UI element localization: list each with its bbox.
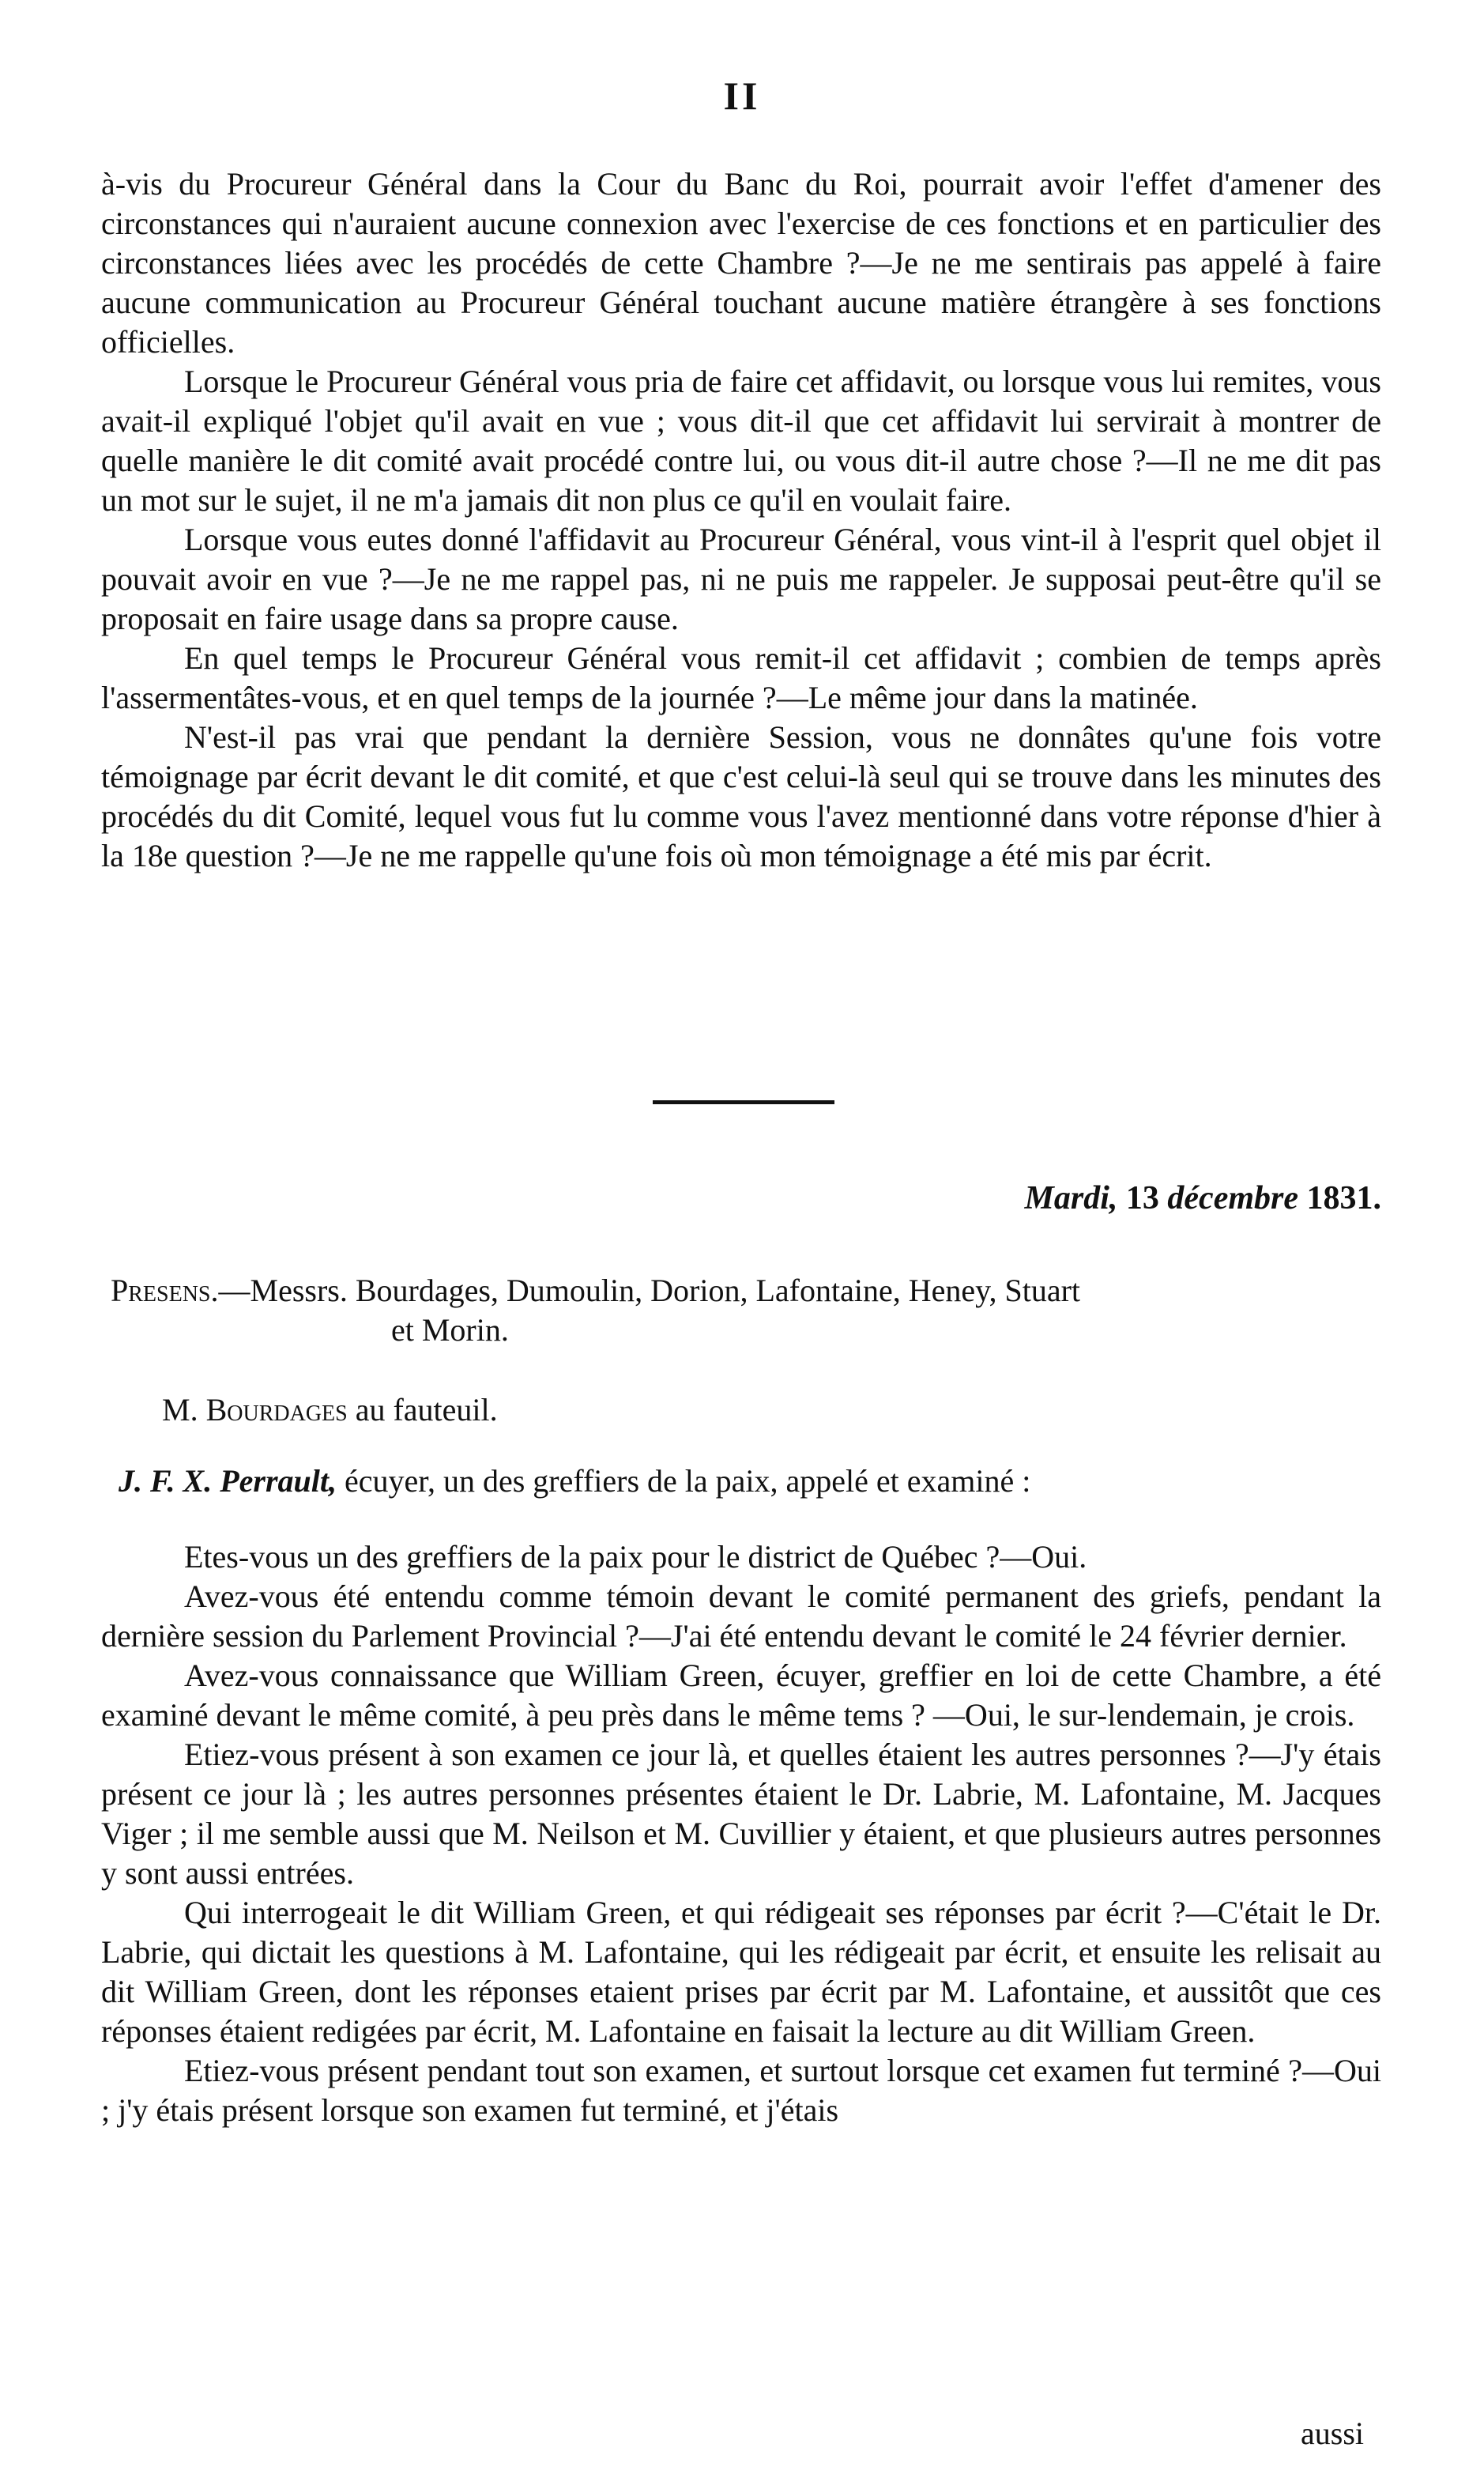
paragraph: Etiez-vous présent pendant tout son examen, et surtout lorsque cet examen fut terminé ?—Oui ; j'y étais présent lorsque son examen fut terminé, et j'étais xyxy=(101,2053,1381,2128)
witness-name: J. F. X. Perrault, xyxy=(119,1463,337,1499)
session-year: 1831. xyxy=(1306,1180,1381,1216)
presents-label: Presens. xyxy=(111,1273,219,1308)
testimony-section-two xyxy=(101,1537,1381,2130)
paragraph: Avez-vous connaissance que William Green, écuyer, greffier en loi de cette Chambre, a été examiné devant le même comité, à peu près dans le même tems ? —Oui, le sur-lendemain, je crois. xyxy=(101,1658,1381,1733)
paragraph: Qui interrogeait le dit William Green, et qui rédigeait ses réponses par écrit ?—C'était le Dr. Labrie, qui dictait les questions à M. Lafontaine, qui les rédigeait par écrit, et ensuite les relisait au dit William Green, dont les réponses etaient prises par écrit par M. Lafontaine, et aussitôt que ces réponses étaient redigées par écrit, M. Lafontaine en faisait la lecture au dit William Green. xyxy=(101,1895,1381,2049)
paragraph: En quel temps le Procureur Général vous remit-il cet affidavit ; combien de temps après l'assermentâtes-vous, et en quel temps de la journée ?—Le même jour dans la matinée. xyxy=(101,640,1381,715)
chair-name: Bourdages xyxy=(205,1392,348,1428)
session-day: Mardi, xyxy=(1024,1180,1118,1216)
paragraph: N'est-il pas vrai que pendant la dernière Session, vous ne donnâtes qu'une fois votre témoignage par écrit devant le dit comité, et que c'est celui-là seul qui se trouve dans les minutes des procédés du dit Comité, lequel vous fut lu comme vous l'avez mentionné dans votre réponse d'hier à la 18e question ?—Je ne me rappelle qu'une fois où mon témoignage a été mis par écrit. xyxy=(101,719,1381,873)
section-divider xyxy=(653,1100,834,1104)
presents-names-continued: et Morin. xyxy=(391,1312,509,1348)
page-number: II xyxy=(723,74,761,118)
paragraph: Lorsque vous eutes donné l'affidavit au Procureur Général, vous vint-il à l'esprit quel objet il pouvait avoir en vue ?—Je ne me rappel pas, ni ne puis me rappeler. Je supposai peut-être qu'il se proposait en faire usage dans sa propre cause. xyxy=(101,522,1381,636)
presents-names: —Messrs. Bourdages, Dumoulin, Dorion, Lafontaine, Heney, Stuart xyxy=(218,1273,1081,1308)
paragraph: Lorsque le Procureur Général vous pria de faire cet affidavit, ou lorsque vous lui remites, vous avait-il expliqué l'objet qu'il avait en vue ; vous dit-il que cet affidavit lui servirait à montrer de quelle manière le dit comité avait procédé contre lui, ou vous dit-il autre chose ?—Il ne me dit pas un mot sur le sujet, il ne m'a jamais dit non plus ce qu'il en voulait faire. xyxy=(101,364,1381,518)
catchword: aussi xyxy=(1301,2416,1364,2451)
paragraph: Etiez-vous présent à son examen ce jour là, et quelles étaient les autres personnes ?—J'y étais présent ce jour là ; les autres personnes présentes étaient le Dr. Labrie, M. Lafontaine, M. Jacques Viger ; il me semble aussi que M. Neilson et M. Cuvillier y étaient, et que plusieurs autres personnes y sont aussi entrées. xyxy=(101,1737,1381,1891)
paragraph: Avez-vous été entendu comme témoin devant le comité permanent des griefs, pendant la dernière session du Parlement Provincial ?—J'ai été entendu devant le comité le 24 février dernier. xyxy=(101,1578,1381,1654)
session-month: décembre xyxy=(1167,1180,1298,1216)
paragraph: Etes-vous un des greffiers de la paix pour le district de Québec ?—Oui. xyxy=(184,1539,1087,1575)
session-date xyxy=(101,1179,1381,1217)
attendance-list xyxy=(111,1271,1391,1350)
witness-description: écuyer, un des greffiers de la paix, appelé et examiné : xyxy=(345,1463,1031,1499)
paragraph: à-vis du Procureur Général dans la Cour du Banc du Roi, pourrait avoir l'effet d'amener des circonstances qui n'auraient aucune connexion avec l'exercise de ces fonctions et en particulier des circonstances liées avec les procédés de cette Chambre ?—Je ne me sentirais pas appelé à faire aucune communication au Procureur Général touchant aucune matière étrangère à ses fonctions officielles. xyxy=(101,166,1381,360)
testimony-section-one xyxy=(101,164,1381,876)
chair-line: M. Bourdages au fauteuil. xyxy=(162,1392,498,1428)
witness-heading xyxy=(119,1462,1030,1499)
session-date-number: 13 xyxy=(1125,1180,1159,1216)
